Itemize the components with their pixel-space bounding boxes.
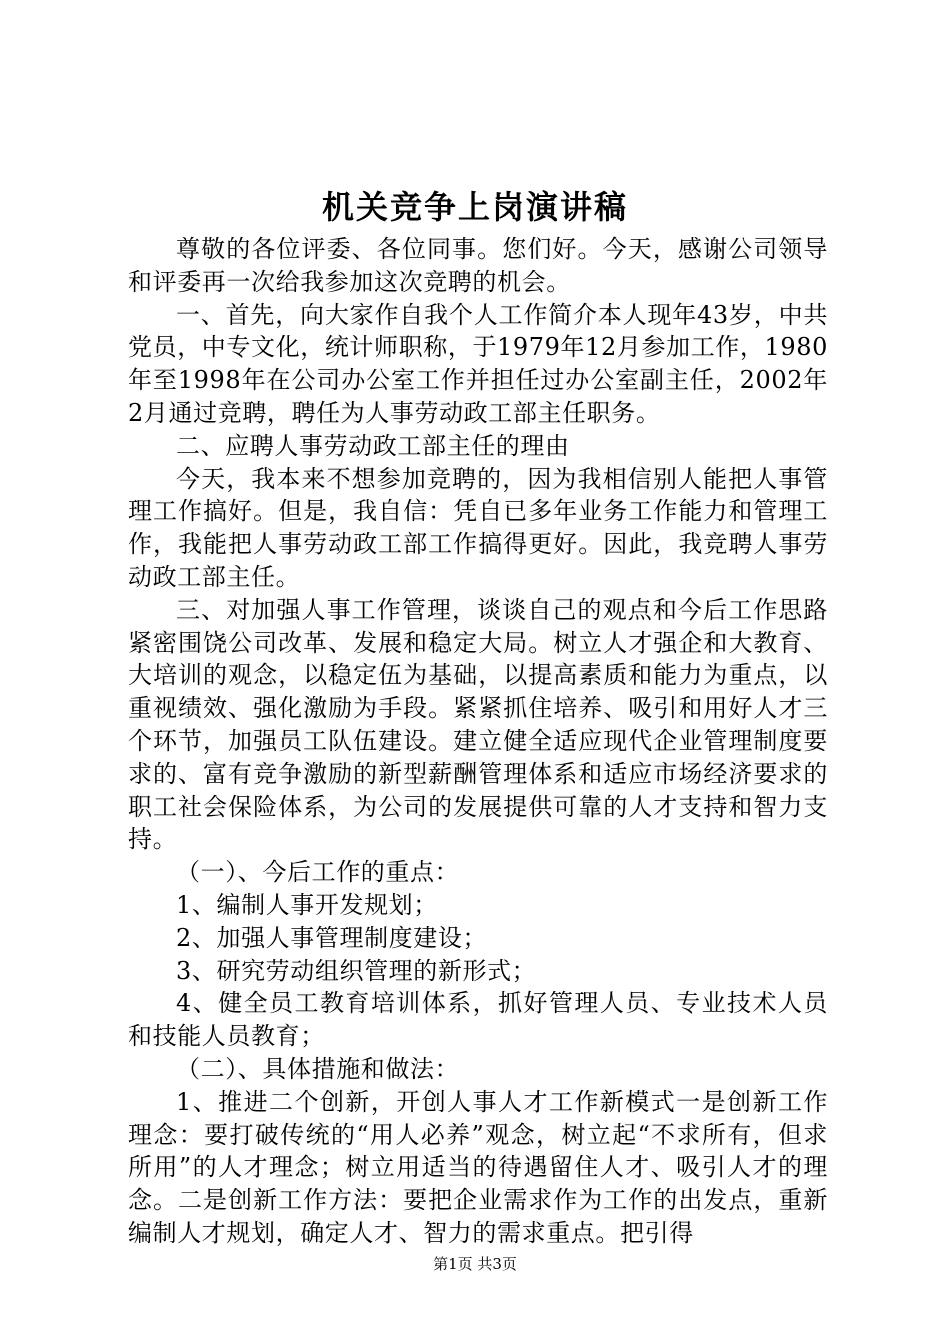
paragraph: （一）、今后工作的重点： xyxy=(176,858,460,887)
paragraph: 三、对加强人事工作管理，谈谈自己的观点和今后工作思路紧密围饶公司改革、发展和稳定大局。树立人才强企和大教育、大培训的观念，以稳定伍为基础，以提高素质和能力为重点，以重视绩效、强化激励为手段。紧紧抓住培养、吸引和用好人才三个环节，加强员工队伍建设。建立健全适应现代企业管理制度要求的、富有竞争激励的新型薪酬管理体系和适应市场经济要求的职工社会保险体系，为公司的发展提供可靠的人才支持和智力支持。 xyxy=(128,595,828,854)
document-title: 机关竞争上岗演讲稿 xyxy=(321,188,628,226)
paragraph: 尊敬的各位评委、各位同事。您们好。今天，感谢公司领导和评委再一次给我参加这次竞聘的机会。 xyxy=(128,235,828,296)
paragraph: 2、加强人事管理制度建设； xyxy=(176,923,488,952)
paragraph: （二）、具体措施和做法： xyxy=(176,1054,460,1083)
document-body xyxy=(128,233,828,1250)
paragraph: 二、应聘人事劳动政工部主任的理由 xyxy=(176,431,570,460)
paragraph: 4、健全员工教育培训体系，抓好管理人员、专业技术人员和技能人员教育； xyxy=(128,989,828,1051)
paragraph: 一、首先，向大家作自我个人工作简介本人现年43岁，中共党员，中专文化，统计师职称，于1979年12月参加工作，1980年至1998年在公司办公室工作并担任过办公室副主任，2002年2月通过竞聘，聘任为人事劳动政工部主任职务。 xyxy=(128,300,828,427)
page-number-footer: 第1页 共3页 xyxy=(433,1255,517,1273)
paragraph: 3、研究劳动组织管理的新形式； xyxy=(176,956,537,985)
paragraph: 1、推进二个创新，开创人事人才工作新模式一是创新工作理念：要打破传统的“用人必养”观念，树立起“不求所有，但求所用”的人才理念；树立用适当的待遇留住人才、吸引人才的理念。二是创新工作方法：要把企业需求作为工作的出发点，重新编制人才规划，确定人才、智力的需求重点。把引得 xyxy=(128,1087,828,1247)
paragraph: 1、编制人事开发规划； xyxy=(176,890,438,919)
paragraph: 今天，我本来不想参加竞聘的，因为我相信别人能把人事管理工作搞好。但是，我自信：凭自已多年业务工作能力和管理工作，我能把人事劳动政工部工作搞得更好。因此，我竞聘人事劳动政工部主任。 xyxy=(128,464,828,591)
